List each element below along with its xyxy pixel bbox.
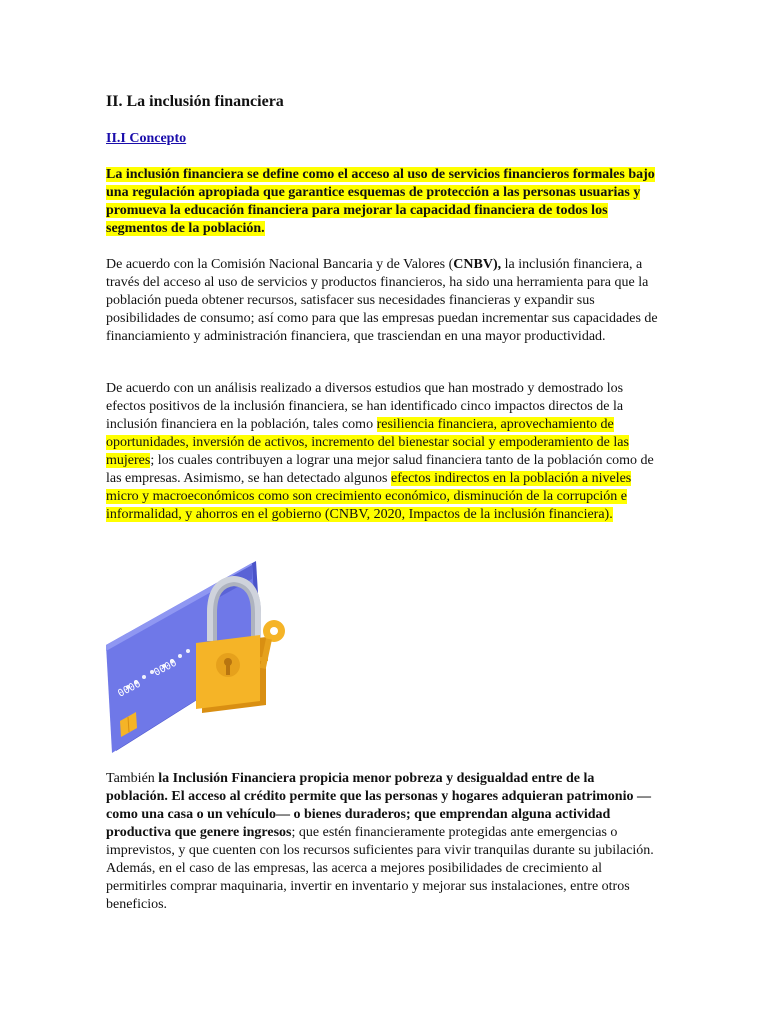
poverty-text-b: ; que estén financieramente protegidas ante emergencias o imprevistos, y que cuenten con los recursos suficientes para vivir tranquilas durante su jubilación. Además, en el caso de las empresas, las acerca a mejores posibilidades de crecimiento al permitirles comprar maquinaria, invertir en inventario y mejorar sus instalaciones, entre otros beneficios. (106, 825, 654, 912)
poverty-paragraph (106, 770, 659, 914)
direct-impacts-highlight: resiliencia financiera, aprovechamiento de oportunidades, inversión de activos, incremento del bienestar social y empoderamiento de las mujeres (106, 417, 629, 468)
cnbv-acronym: CNBV), (453, 257, 502, 272)
cnbv-text-a: De acuerdo con la Comisión Nacional Bancaria y de Valores ( (106, 257, 454, 272)
impacts-paragraph (106, 380, 659, 524)
cnbv-paragraph (106, 256, 659, 346)
card-number-group-2: 0000 (152, 657, 179, 679)
impacts-text-b: ; los cuales contribuyen a lograr una mejor salud financiera tanto de la población como de las empresas. Asimismo, se han detectado algunos (106, 453, 654, 486)
poverty-bold-text: la Inclusión Financiera propicia menor pobreza y desigualdad entre de la población. El acceso al crédito permite que las personas y hogares adquieran patrimonio —como una casa o un vehículo— o bienes duraderos; que emprendan alguna actividad productiva que genere ingresos (106, 771, 651, 840)
definition-text: La inclusión financiera se define como el acceso al uso de servicios financieros formales bajo una regulación apropiada que garantice esquemas de protección a las personas usuarias y promueva la educación financiera para mejorar la capacidad financiera de todos los segmentos de la población. (106, 167, 655, 236)
poverty-text-a: También (106, 771, 159, 786)
section-heading: II. La inclusión financiera (106, 93, 284, 110)
card-number-group-1: 0000 (116, 678, 143, 700)
indirect-effects-highlight: efectos indirectos en la población a niveles micro y macroeconómicos como son crecimiento económico, disminución de la corrupción e informalidad, y ahorros en el gobierno (CNBV, 2020, Impactos de la inclusión financiera). (106, 471, 632, 522)
cnbv-text-b: la inclusión financiera, a través del acceso al uso de servicios y productos financieros, ha sido una herramienta para que la población pueda obtener recursos, satisfacer sus necesidades financieras y expandir sus posibilidades de consumo; así como para que las empresas puedan incrementar sus capacidades de financiamiento y administración financiera, que trasciendan en una mayor productividad. (106, 257, 658, 344)
card-lock-illustration (106, 555, 306, 755)
definition-paragraph (106, 166, 659, 238)
impacts-text-a: De acuerdo con un análisis realizado a diversos estudios que han mostrado y demostrado los efectos positivos de la inclusión financiera, se han identificado cinco impactos directos de la inclusión financiera en la población, tales como (106, 381, 624, 432)
concept-link[interactable]: II.I Concepto (106, 131, 187, 146)
